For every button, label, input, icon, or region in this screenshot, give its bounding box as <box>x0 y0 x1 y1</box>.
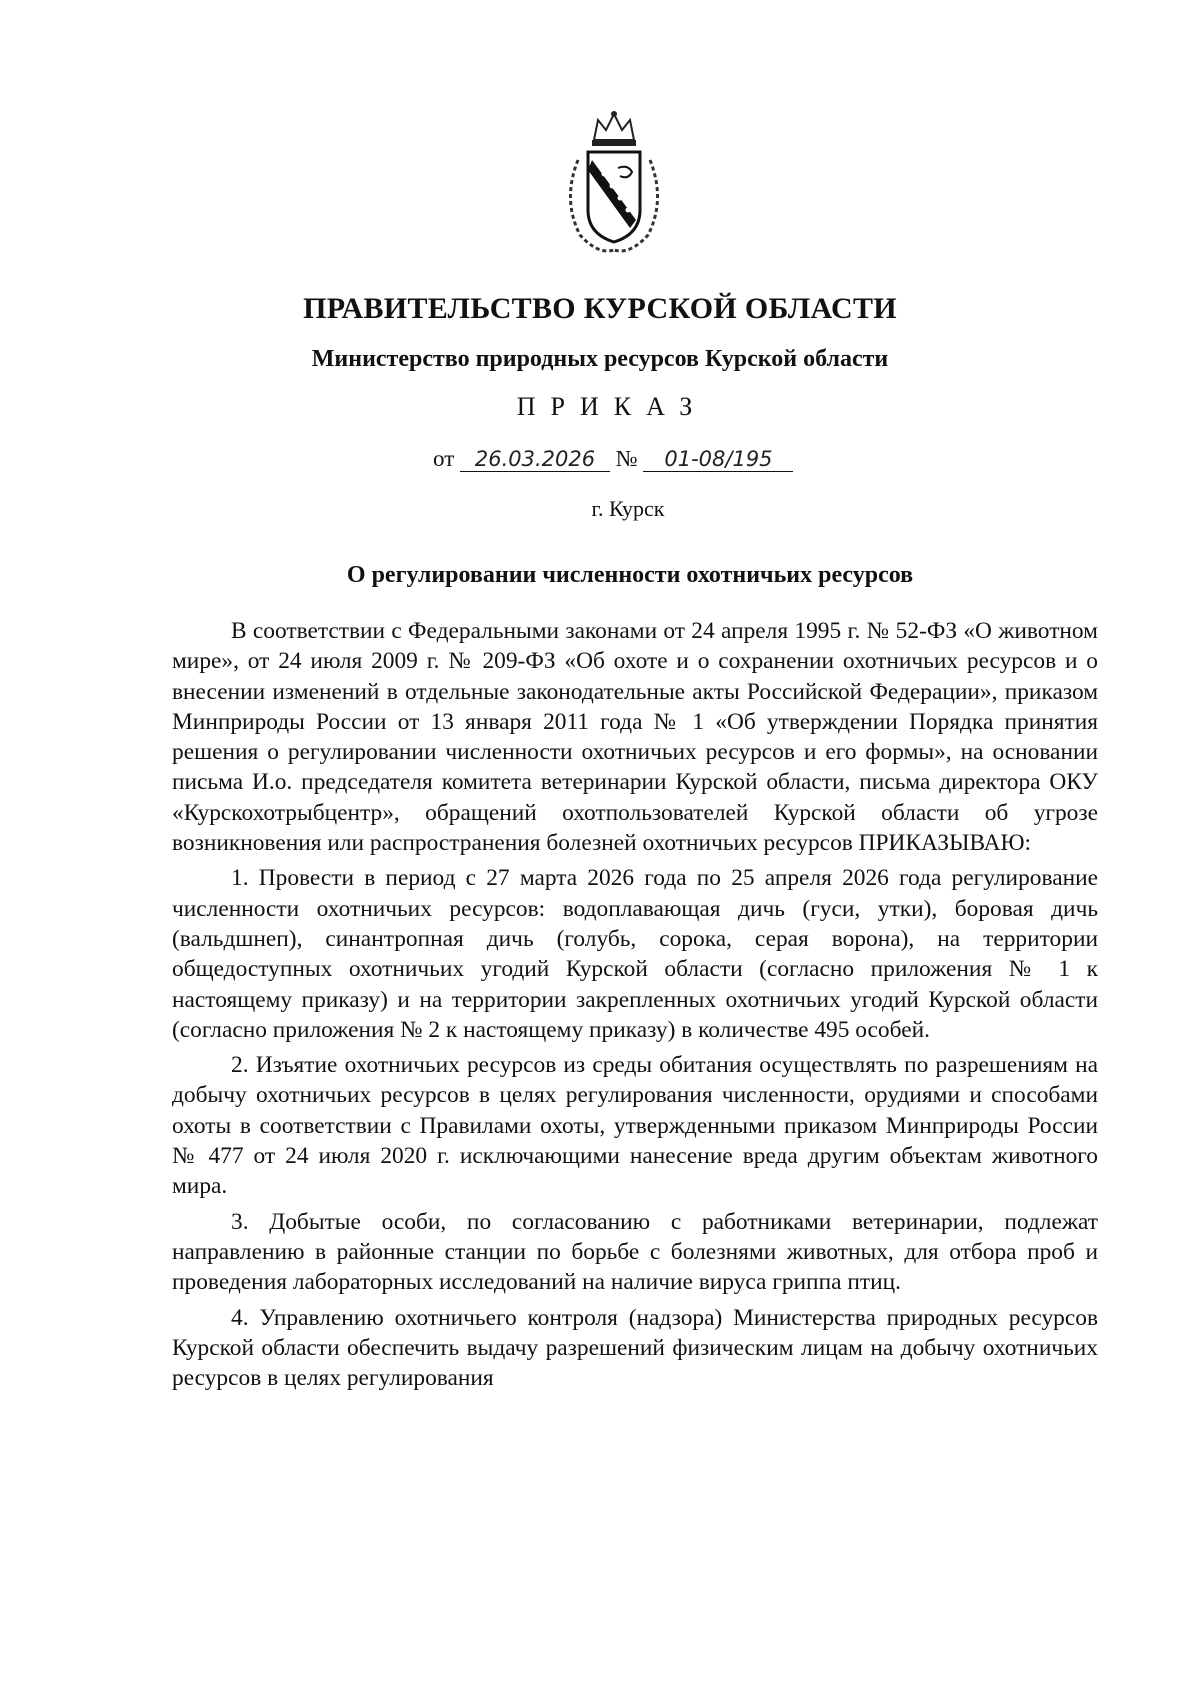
clause-4-paragraph: 4. Управлению охотничьего контроля (надзора) Министерства природных ресурсов Курской области обеспечить выдачу разрешений физическим лицам на добычу охотничьих ресурсов в целях регулирования <box>172 1304 1098 1392</box>
preamble-paragraph: В соответствии с Федеральными законами от 24 апреля 1995 г. № 52-ФЗ «О животном мире», от 24 июля 2009 г. № 209-ФЗ «Об охоте и о сохранении охотничьих ресурсов и о внесении изменений в отдельные законодательные акты Российской Федерации», приказом Минприроды России от 13 января 2011 года № 1 «Об утверждении Порядка принятия решения о регулировании численности охотничьих ресурсов и его формы», на основании письма И.о. председателя комитета ветеринарии Курской области, письма директора ОКУ «Курскохотрыбцентр», обращений охотпользователей Курской области об угрозе возникновения или распространения болезней охотничьих ресурсов ПРИКАЗЫВАЮ: <box>172 618 1098 857</box>
document-type: ПРИКАЗ <box>516 392 708 421</box>
document-body <box>172 616 1098 1398</box>
date-prefix: от <box>433 446 455 471</box>
clause-1-paragraph: 1. Провести в период с 27 марта 2026 года по 25 апреля 2026 года регулирование численности охотничьих ресурсов: водоплавающая дичь (гуси, утки), боровая дичь (вальдшнеп), синантропная дичь (голубь, сорока, серая ворона), на территории общедоступных охотничьих угодий Курской области (согласно приложения № 1 к настоящему приказу) и на территории закрепленных охотничьих угодий Курской области (согласно приложения № 2 к настоящему приказу) в количестве 495 особей. <box>172 865 1098 1043</box>
clause-3-paragraph: 3. Добытые особи, по согласованию с работниками ветеринарии, подлежат направлению в районные станции по борьбе с болезнями животных, для отбора проб и проведения лабораторных исследований на наличие вируса гриппа птиц. <box>172 1208 1098 1296</box>
number-prefix: № <box>615 446 638 471</box>
clause-2-paragraph: 2. Изъятие охотничьих ресурсов из среды обитания осуществлять по разрешениям на добычу охотничьих ресурсов в целях регулирования численности, орудиями и способами охоты в соответствии с Правилами охоты, утвержденными приказом Минприроды России № 477 от 24 июля 2020 г. исключающими нанесение вреда другим объектам животного мира. <box>172 1052 1098 1200</box>
document-title: О регулировании численности охотничьих ресурсов <box>346 562 914 588</box>
government-heading: ПРАВИТЕЛЬСТВО КУРСКОЙ ОБЛАСТИ <box>303 292 897 325</box>
coat-of-arms-icon <box>558 110 670 258</box>
ministry-heading: Министерство природных ресурсов Курской области <box>311 346 889 372</box>
order-number-handwritten: 01-08/195 <box>643 447 793 472</box>
city-label: г. Курск <box>591 496 665 521</box>
order-date-handwritten: 26.03.2026 <box>460 447 610 472</box>
order-date-number-line <box>433 446 793 472</box>
